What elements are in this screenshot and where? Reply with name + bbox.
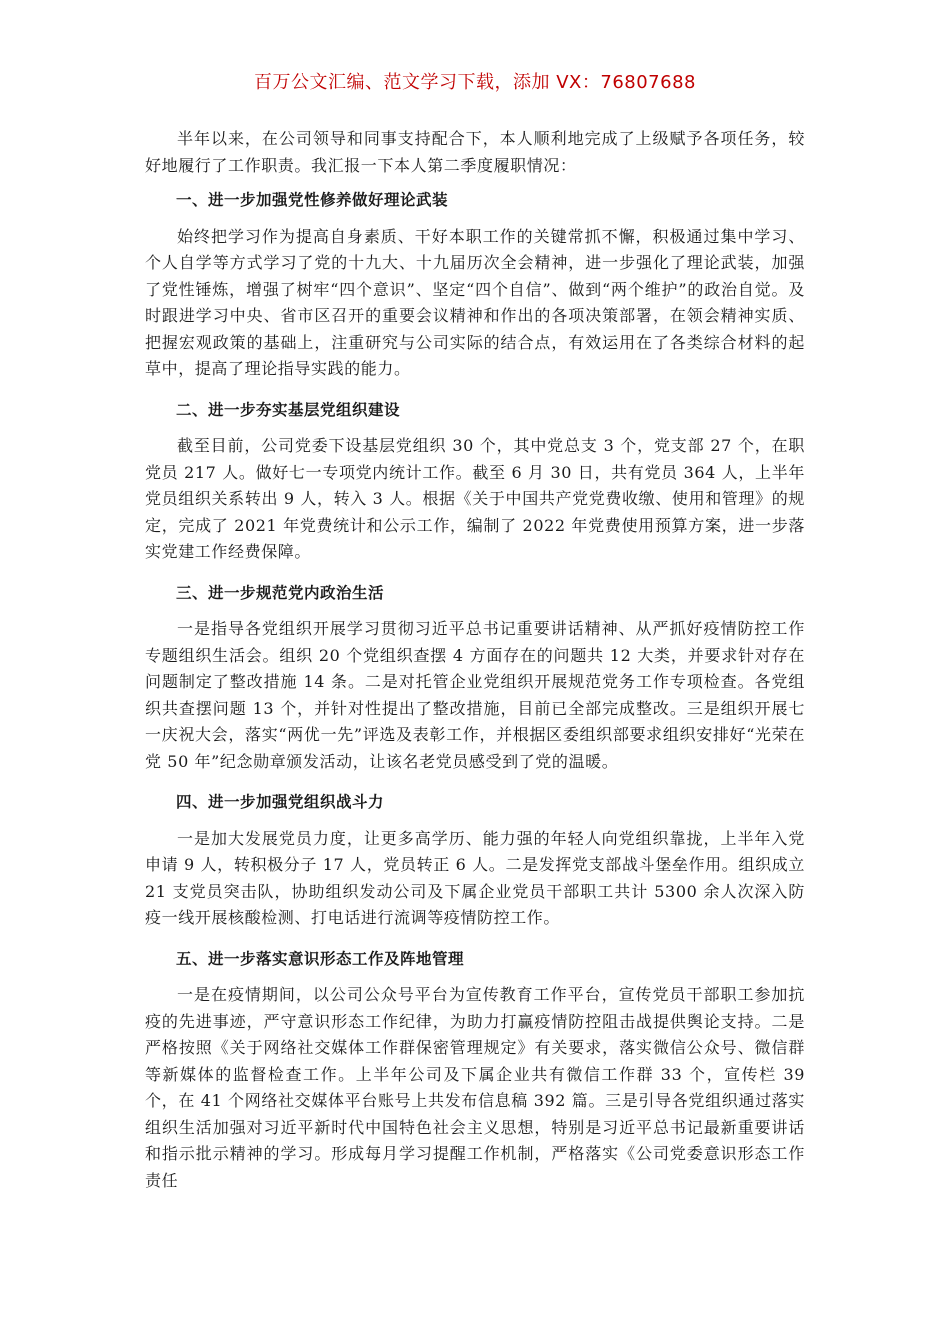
section-heading-2: 二、进一步夯实基层党组织建设 xyxy=(176,400,401,419)
intro-paragraph: 半年以来，在公司领导和同事支持配合下，本人顺利地完成了上级赋予各项任务，较好地履行了工作职责。我汇报一下本人第二季度履职情况： xyxy=(145,129,805,175)
section-heading-3: 三、进一步规范党内政治生活 xyxy=(176,583,385,602)
section-paragraph-4: 一是加大发展党员力度，让更多高学历、能力强的年轻人向党组织靠拢，上半年入党申请 9 人，转积极分子 17 人，党员转正 6 人。二是发挥党支部战斗堡垒作用。组织成立 21 支党员突击队，协助组织发动公司及下属企业党员干部职工共计 5300 余人次深入防疫一线开展核酸检测、打电话进行流调等疫情防控工作。 xyxy=(145,828,805,927)
document-body xyxy=(145,126,805,1208)
section-heading-1: 一、进一步加强党性修养做好理论武装 xyxy=(176,191,449,209)
section-paragraph-2: 截至目前，公司党委下设基层党组织 30 个，其中党总支 3 个，党支部 27 个，在职党员 217 人。做好七一专项党内统计工作。截至 6 月 30 日，共有党员 364 人，上半年党员组织关系转出 9 人，转入 3 人。根据《关于中国共产党党费收缴、使用和管理》的规定，完成了 2021 年党费统计和公示工作，编制了 2022 年党费使用预算方案，进一步落实党建工作经费保障。 xyxy=(145,436,805,561)
section-paragraph-5: 一是在疫情期间，以公司公众号平台为宣传教育工作平台，宣传党员干部职工参加抗疫的先进事迹，严守意识形态工作纪律，为助力打赢疫情防控阻击战提供舆论支持。二是严格按照《关于网络社交媒体工作群保密管理规定》有关要求，落实微信公众号、微信群等新媒体的监督检查工作。上半年公司及下属企业共有微信工作群 33 个，宣传栏 39 个，在 41 个网络社交媒体平台账号上共发布信息稿 392 篇。三是引导各党组织通过落实组织生活加强对习近平新时代中国特色社会主义思想，特别是习近平总书记最新重要讲话和指示批示精神的学习。形成每月学习提醒工作机制，严格落实《公司党委意识形态工作责任 xyxy=(145,985,805,1190)
section-paragraph-3: 一是指导各党组织开展学习贯彻习近平总书记重要讲话精神、从严抓好疫情防控工作专题组织生活会。组织 20 个党组织查摆 4 方面存在的问题共 12 大类，并要求针对存在问题制定了整改措施 14 条。二是对托管企业党组织开展规范党务工作专项检查。各党组织共查摆问题 13 个，并针对性提出了整改措施，目前已全部完成整改。三是组织开展七一庆祝大会，落实“两优一先”评选及表彰工作，并根据区委组织部要求组织安排好“光荣在党 50 年”纪念勋章颁发活动，让该名老党员感受到了党的温暖。 xyxy=(145,619,805,771)
watermark-header: 百万公文汇编、范文学习下载，添加 VX：76807688 xyxy=(254,72,696,93)
section-paragraph-1: 始终把学习作为提高自身素质、干好本职工作的关键常抓不懈，积极通过集中学习、个人自学等方式学习了党的十九大、十九届历次全会精神，进一步强化了理论武装，加强了党性锤炼，增强了树牢“四个意识”、坚定“四个自信”、做到“两个维护”的政治自觉。及时跟进学习中央、省市区召开的重要会议精神和作出的各项决策部署，在领会精神实质、把握宏观政策的基础上，注重研究与公司实际的结合点，有效运用在了各类综合材料的起草中，提高了理论指导实践的能力。 xyxy=(145,226,805,378)
section-heading-5: 五、进一步落实意识形态工作及阵地管理 xyxy=(176,949,465,968)
section-heading-4: 四、进一步加强党组织战斗力 xyxy=(176,793,385,811)
